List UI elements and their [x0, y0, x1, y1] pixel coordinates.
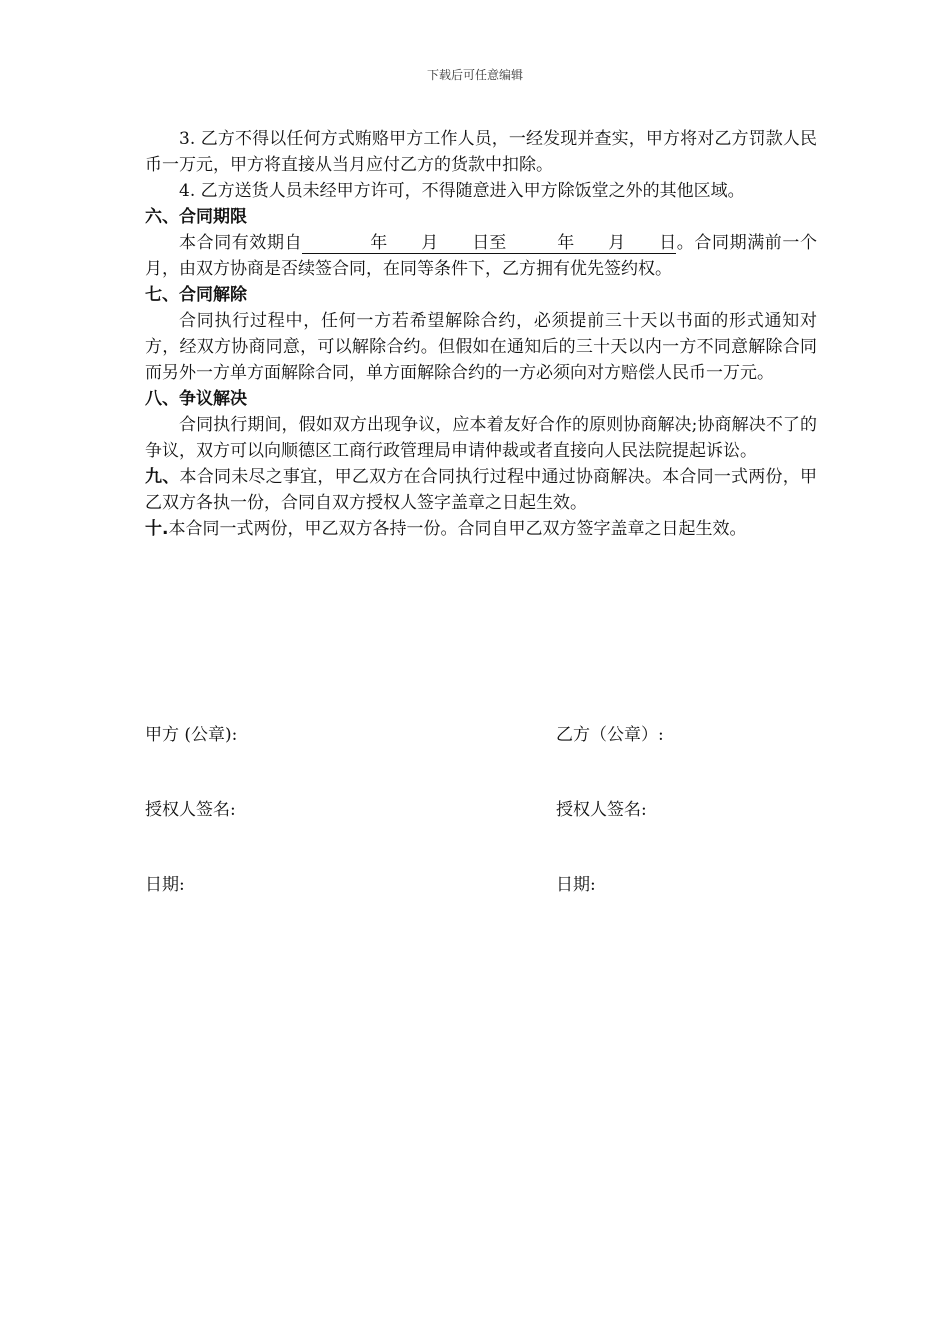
section-9-body: 本合同未尽之事宜，甲乙双方在合同执行过程中通过协商解决。本合同一式两份，甲乙双方各执一份，合同自双方授权人签字盖章之日起生效。 — [145, 467, 818, 513]
clause-item-3: 3. 乙方不得以任何方式贿赂甲方工作人员，一经发现并查实，甲方将对乙方罚款人民币一万元，甲方将直接从当月应付乙方的货款中扣除。 — [145, 129, 817, 175]
clause-item-4: 4. 乙方送货人员未经甲方许可，不得随意进入甲方除饭堂之外的其他区域。 — [179, 181, 745, 201]
section-10-number: 十. — [145, 519, 169, 539]
party-b-signer-label: 授权人签名: — [556, 800, 647, 820]
section-10 — [145, 516, 817, 542]
section-10-body: 本合同一式两份，甲乙双方各持一份。合同自甲乙双方签字盖章之日起生效。 — [168, 519, 747, 539]
section-9-number: 九、 — [145, 467, 180, 487]
party-a-seal-label: 甲方 (公章): — [145, 725, 238, 745]
party-a-date-label: 日期: — [145, 875, 185, 895]
contract-period-blank: 年 月 日至 年 月 日 — [302, 233, 676, 254]
section-8-body: 合同执行期间，假如双方出现争议，应本着友好合作的原则协商解决;协商解决不了的争议，双方可以向顺德区工商行政管理局申请仲裁或者直接向人民法院提起诉讼。 — [145, 415, 817, 461]
section-7-body: 合同执行过程中，任何一方若希望解除合约，必须提前三十天以书面的形式通知对方，经双方协商同意，可以解除合约。但假如在通知后的三十天以内一方不同意解除合同而另外一方单方面解除合同，单方面解除合约的一方必须向对方赔偿人民币一万元。 — [145, 311, 817, 383]
section-6-prefix: 本合同有效期自 — [179, 233, 303, 253]
contract-body — [145, 126, 817, 542]
section-8-title: 八、争议解决 — [145, 389, 247, 409]
party-a-signer-label: 授权人签名: — [145, 800, 236, 820]
section-6-body — [145, 230, 817, 282]
section-9 — [145, 464, 817, 516]
party-b-date-label: 日期: — [556, 875, 596, 895]
section-7-title: 七、合同解除 — [145, 285, 247, 305]
party-b-seal-label: 乙方（公章）: — [556, 725, 664, 745]
section-6-title: 六、合同期限 — [145, 207, 247, 227]
page-header: 下载后可任意编辑 — [426, 68, 523, 82]
section-6-suffix: 。合同期满前一个月，由双方协商是否续签合同，在同等条件下，乙方拥有优先签约权。 — [145, 233, 818, 279]
